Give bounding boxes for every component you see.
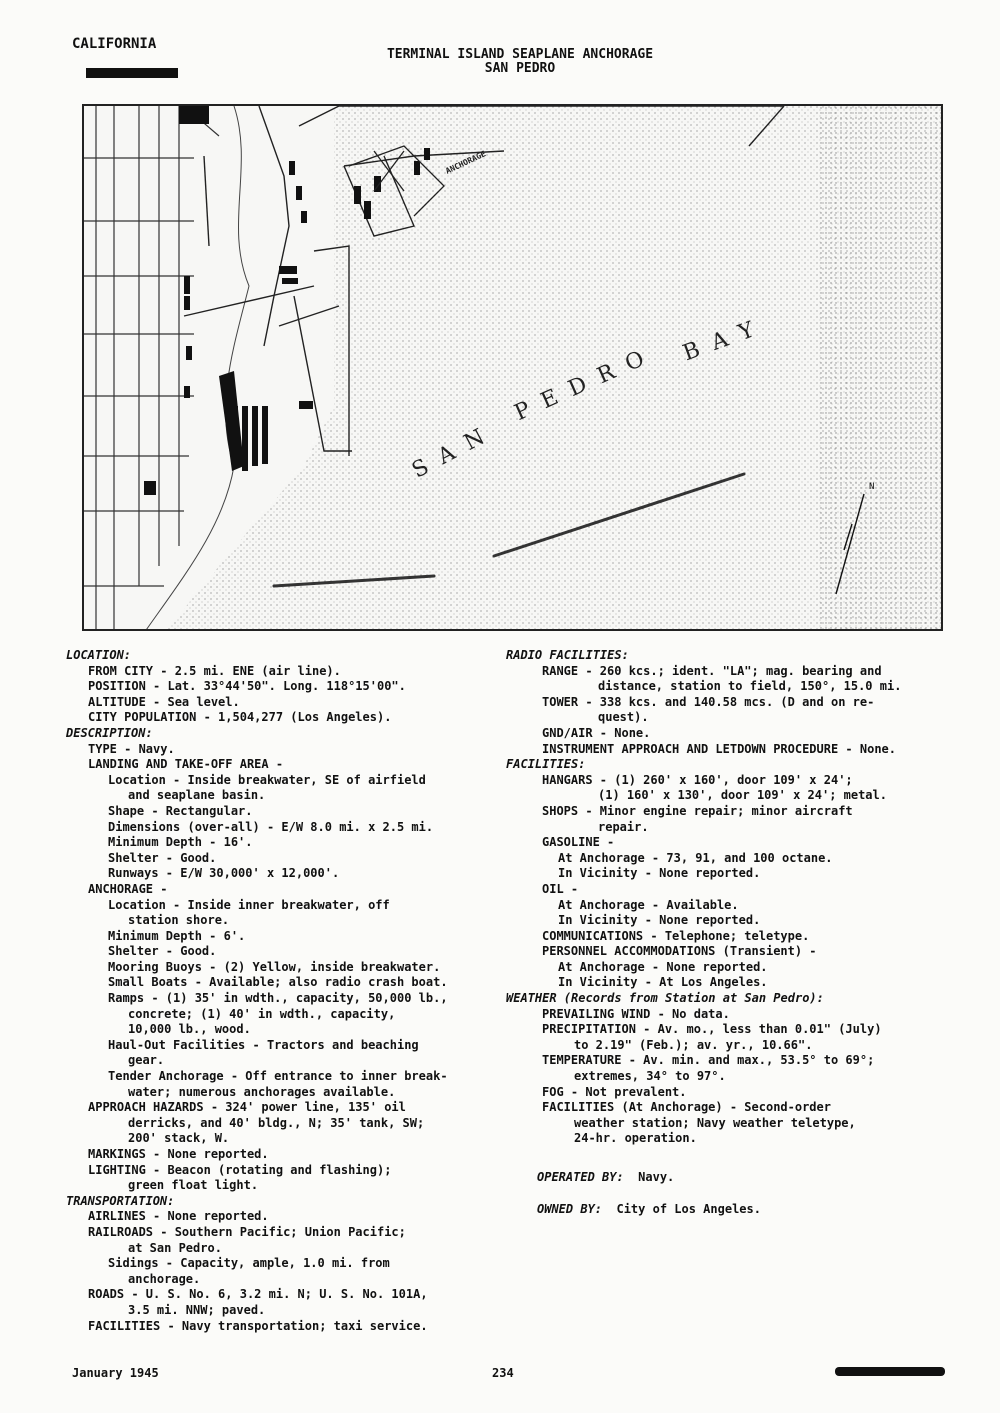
left-column bbox=[66, 648, 506, 1334]
right-column-line: GASOLINE - bbox=[542, 835, 615, 850]
left-column-line: water; numerous anchorages available. bbox=[128, 1084, 396, 1099]
left-column-line: FROM CITY - 2.5 mi. ENE (air line). bbox=[88, 663, 341, 678]
left-column-line: ANCHORAGE - bbox=[88, 881, 168, 896]
right-column-line: FOG - Not prevalent. bbox=[542, 1084, 687, 1099]
right-column-line: RANGE - 260 kcs.; ident. "LA"; mag. bearing and bbox=[542, 663, 882, 678]
left-column-line: TYPE - Navy. bbox=[88, 741, 175, 756]
left-column-line: Minimum Depth - 6'. bbox=[108, 928, 246, 943]
subtitle-line: SAN PEDRO bbox=[484, 61, 556, 76]
operated-by bbox=[537, 1170, 674, 1184]
right-column-line: In Vicinity - At Los Angeles. bbox=[558, 975, 768, 990]
left-column-line: Small Boats - Available; also radio crash boat. bbox=[108, 975, 448, 990]
right-column-line: TEMPERATURE - Av. min. and max., 53.5° to 69°; bbox=[542, 1053, 875, 1068]
right-column-line: weather station; Navy weather teletype, bbox=[574, 1115, 856, 1130]
right-column-line: At Anchorage - 73, 91, and 100 octane. bbox=[558, 850, 833, 865]
right-column-line: (1) 160' x 130', door 109' x 24'; metal. bbox=[598, 788, 887, 803]
left-column-line: FACILITIES - Navy transportation; taxi service. bbox=[88, 1318, 428, 1333]
right-column-line: to 2.19" (Feb.); av. yr., 10.66". bbox=[574, 1037, 813, 1052]
bay-label-pedro: PEDRO bbox=[510, 340, 661, 426]
left-column-line: at San Pedro. bbox=[128, 1240, 222, 1255]
anchorage-map-label: ANCHORAGE bbox=[444, 149, 488, 176]
right-column-line: TOWER - 338 kcs. and 140.58 mcs. (D and on re- bbox=[542, 694, 875, 709]
left-column-line: Sidings - Capacity, ample, 1.0 mi. from bbox=[108, 1256, 390, 1271]
right-column-line: GND/AIR - None. bbox=[542, 725, 651, 740]
left-column-line: Runways - E/W 30,000' x 12,000'. bbox=[108, 866, 340, 881]
left-column-line: LOCATION: bbox=[66, 648, 132, 662]
document-title bbox=[300, 48, 740, 76]
left-column-line: Shelter - Good. bbox=[108, 944, 217, 959]
left-column-line: Shelter - Good. bbox=[108, 850, 217, 865]
state-heading: CALIFORNIA bbox=[72, 36, 157, 52]
left-column-line: ALTITUDE - Sea level. bbox=[88, 694, 240, 709]
owned-by bbox=[537, 1202, 761, 1216]
right-column-line: In Vicinity - None reported. bbox=[558, 913, 761, 928]
right-column-line: COMMUNICATIONS - Telephone; teletype. bbox=[542, 928, 810, 943]
redaction-mark-top bbox=[86, 68, 178, 78]
page-number: 234 bbox=[492, 1366, 514, 1380]
left-column-line: 10,000 lb., wood. bbox=[128, 1022, 251, 1037]
left-column-line: Location - Inside breakwater, SE of airfield bbox=[108, 772, 426, 787]
left-column-line: MARKINGS - None reported. bbox=[88, 1147, 269, 1161]
footer-date: January 1945 bbox=[72, 1366, 159, 1380]
left-column-line: DESCRIPTION: bbox=[66, 725, 153, 740]
right-column-line: PERSONNEL ACCOMMODATIONS (Transient) - bbox=[542, 944, 817, 959]
right-column-line: At Anchorage - Available. bbox=[558, 897, 739, 912]
right-column-line: HANGARS - (1) 260' x 160', door 109' x 24'; bbox=[542, 772, 853, 787]
left-column-line: green float light. bbox=[128, 1178, 259, 1193]
left-column-line: LIGHTING - Beacon (rotating and flashing); bbox=[88, 1162, 392, 1177]
right-column-line: OIL - bbox=[542, 881, 579, 896]
left-column-line: Ramps - (1) 35' in wdth., capacity, 50,000 lb., bbox=[108, 991, 448, 1006]
left-column-line: Location - Inside inner breakwater, off bbox=[108, 897, 390, 912]
left-column-line: Haul-Out Facilities - Tractors and beaching bbox=[108, 1037, 419, 1052]
left-column-line: 200' stack, W. bbox=[128, 1131, 230, 1146]
left-column-line: Tender Anchorage - Off entrance to inner break- bbox=[108, 1069, 448, 1084]
redaction-mark-bottom bbox=[835, 1367, 945, 1376]
right-column-line: PREVAILING WIND - No data. bbox=[542, 1006, 730, 1021]
left-column-line: derricks, and 40' bldg., N; 35' tank, SW; bbox=[128, 1115, 425, 1130]
owned-by-label: OWNED BY: bbox=[537, 1202, 603, 1216]
right-column-line: FACILITIES (At Anchorage) - Second-order bbox=[542, 1100, 831, 1115]
left-column-line: Mooring Buoys - (2) Yellow, inside breakwater. bbox=[108, 959, 441, 974]
owned-by-value: City of Los Angeles. bbox=[616, 1202, 761, 1216]
left-column-line: AIRLINES - None reported. bbox=[88, 1209, 269, 1224]
operated-by-label: OPERATED BY: bbox=[537, 1170, 624, 1184]
right-column-line: repair. bbox=[598, 819, 649, 834]
left-column-line: RAILROADS - Southern Pacific; Union Pacific; bbox=[88, 1224, 406, 1239]
right-column-line: At Anchorage - None reported. bbox=[558, 959, 768, 974]
title-line: TERMINAL ISLAND SEAPLANE ANCHORAGE bbox=[386, 47, 654, 62]
left-column-line: Shape - Rectangular. bbox=[108, 803, 253, 818]
left-column-line: Dimensions (over-all) - E/W 8.0 mi. x 2.5 mi. bbox=[108, 819, 434, 834]
right-column-line: SHOPS - Minor engine repair; minor aircraft bbox=[542, 803, 853, 818]
right-column-line: FACILITIES: bbox=[506, 757, 586, 772]
left-column-line: ROADS - U. S. No. 6, 3.2 mi. N; U. S. No. 101A, bbox=[88, 1287, 428, 1302]
left-column-line: TRANSPORTATION: bbox=[66, 1193, 175, 1208]
left-column-line: CITY POPULATION - 1,504,277 (Los Angeles). bbox=[88, 710, 392, 725]
right-column-line: extremes, 34° to 97°. bbox=[574, 1069, 726, 1084]
operated-by-value: Navy. bbox=[638, 1170, 675, 1184]
left-column-line: and seaplane basin. bbox=[128, 788, 266, 803]
right-column-line: distance, station to field, 150°, 15.0 mi. bbox=[598, 679, 902, 694]
right-column-line: RADIO FACILITIES: bbox=[506, 648, 629, 662]
right-column-line: In Vicinity - None reported. bbox=[558, 866, 761, 881]
left-column-line: LANDING AND TAKE-OFF AREA - bbox=[88, 757, 284, 772]
left-column-line: Minimum Depth - 16'. bbox=[108, 835, 253, 850]
right-column-line: WEATHER (Records from Station at San Pedro): bbox=[506, 991, 824, 1006]
left-column-line: 3.5 mi. NNW; paved. bbox=[128, 1302, 266, 1317]
right-column-line: 24-hr. operation. bbox=[574, 1131, 697, 1146]
bay-label-san: SAN bbox=[408, 418, 502, 484]
left-column-line: APPROACH HAZARDS - 324' power line, 135' oil bbox=[88, 1100, 406, 1115]
anchorage-map bbox=[82, 104, 943, 631]
left-column-line: station shore. bbox=[128, 913, 230, 928]
right-column bbox=[506, 648, 976, 1147]
left-column-line: POSITION - Lat. 33°44'50". Long. 118°15'00". bbox=[88, 679, 406, 694]
left-column-line: concrete; (1) 40' in wdth., capacity, bbox=[128, 1006, 396, 1021]
north-label: N bbox=[869, 482, 875, 492]
bay-label-bay: BAY bbox=[679, 312, 771, 367]
left-column-line: anchorage. bbox=[128, 1271, 201, 1286]
open-ocean bbox=[819, 106, 943, 631]
left-column-line: gear. bbox=[128, 1053, 165, 1068]
right-column-line: PRECIPITATION - Av. mo., less than 0.01" (July) bbox=[542, 1022, 882, 1037]
right-column-line: INSTRUMENT APPROACH AND LETDOWN PROCEDURE - None. bbox=[542, 741, 897, 756]
map-drawing bbox=[84, 106, 943, 631]
right-column-line: quest). bbox=[598, 710, 649, 725]
